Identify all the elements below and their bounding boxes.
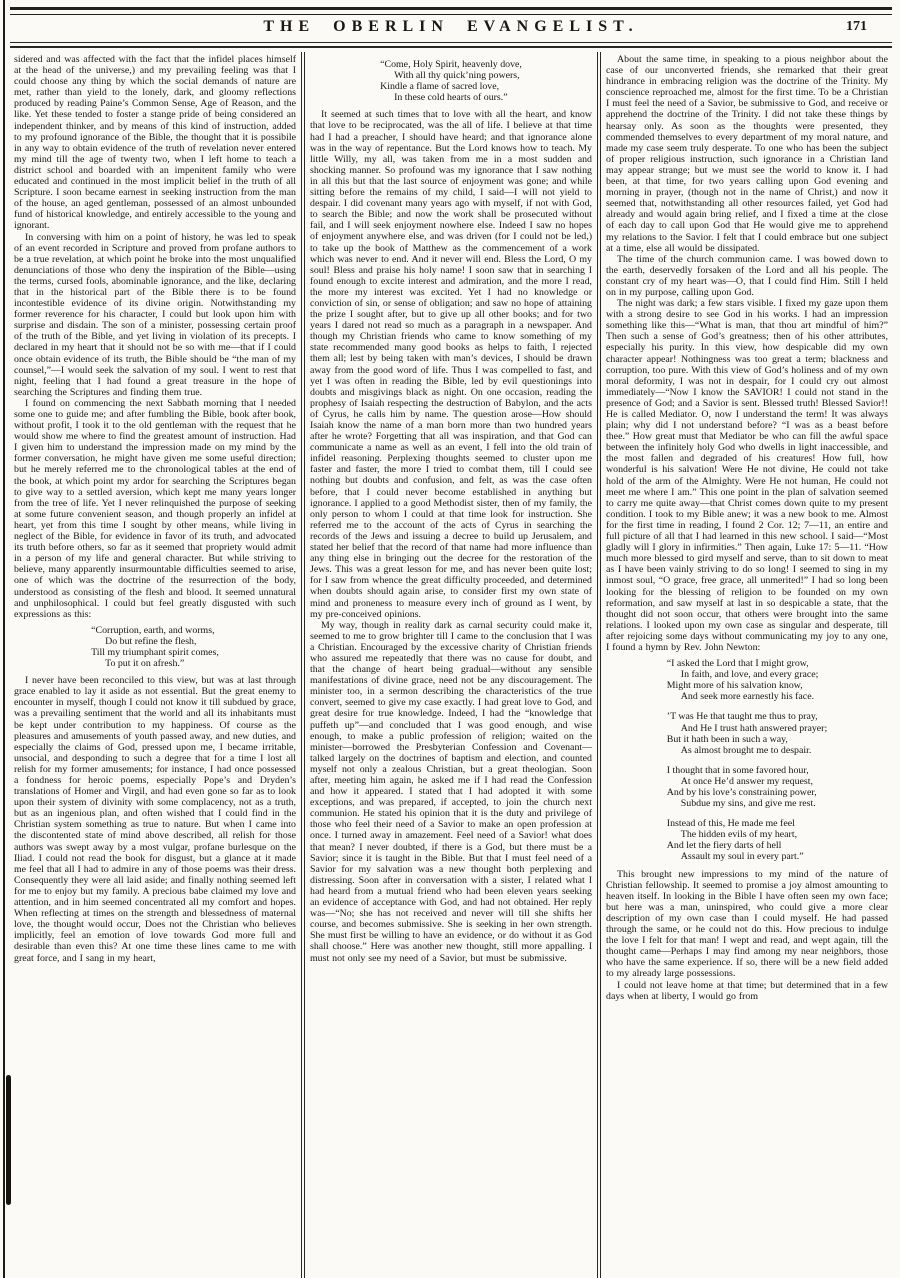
verse-line: In faith, and love, and every grace;: [680, 669, 819, 681]
paragraph: About the same time, in speaking to a pious neighbor about the case of our unconverted friends, she remarked that their great hindrance in embracing religion was the doctrine of the Trinity. My conscience reproached me, almost for the first time. To be a Christian I must feel the need of a Savior, be submissive to God, and receive or apprehend the doctrine of the Trinity. I did not take these things by hearsay only. As soon as the thoughts were presented, they commended themselves to every department of my moral nature, and made my case seem truly desperate. To one who has been the subject of proper religious instruction, such ignorance in a Christian land may appear strange; but we must see the world to know it. I had been, at that time, for two years calling upon God evening and morning in prayer, (though not in the name of Christ,) and now it seemed that, notwithstanding all other resources failed, yet God had already and would again bring relief, and I fixed a time at the close of each day to call upon God that He would give me to apprehend my relations to the Savior. I felt that I could embrace but one subject at a time, else all would be dissipated.: [606, 54, 888, 254]
verse-line: In these cold hearts of ours.”: [394, 92, 508, 104]
paragraph: I found on commencing the next Sabbath morning that I needed some one to guide me; and after fumbling the Bible, book after book, without profit, I took it to the old gentleman with the request that he would show me where to find the greatest amount of instruction. Had I given him to understand the impression made on my mind by the former conversation, he might have given me some useful direction; but he merely referred me to the chronological tables at the end of the book, at which point my ardor for searching the Scriptures began to give way to a settled aversion, which kept me many years longer from the tree of life. Yet I never relinquished the purpose of seeking at some future convenient season, and though properly an infidel at heart, yet from this time I sought by other means, while living in neglect of the Bible, for evidence in favor of its truth, and advocated its truth before others, so far as it seemed that propriety would admit in a person of my life and general character. But while striving to believe, many apparently insurmountable difficulties seemed to arise, one of which was the doctrine of the resurrection of the body, understood as consisting of the flesh and blood. It seemed unnatural and unphilosophical. I could but feel greatly disgusted with such expressions as this:: [14, 397, 296, 620]
verse-line: And seek more earnestly his face.: [680, 691, 815, 703]
column-3: [602, 52, 892, 1278]
verse-line: Instead of this, He made me feel: [666, 818, 795, 830]
verse-line: “Come, Holy Spirit, heavenly dove,: [380, 59, 522, 70]
paragraph: I could not leave home at that time; but determined that in a few days when at liberty, I would go from: [606, 979, 888, 1002]
verse-line: Subdue my sins, and give me rest.: [680, 798, 816, 810]
masthead: [10, 15, 892, 41]
verse-line: “I asked the Lord that I might grow,: [666, 658, 809, 670]
paragraph: The time of the church communion came. I was bowed down to the earth, deservedly forsaken of the Lord and all his people. The constant cry of my heart was—O, that I could find Him. Still I held on in my purpose, calling upon God.: [606, 253, 888, 298]
paragraph: In conversing with him on a point of history, he was led to speak of an event recorded in Scripture and proved from profane authors to be a true revelation, at which point he broke into the most unqualified denunciations of those who deny the inspiration of the Bible—using the terms, cursed fools, abominable ignorance, and the like, declaring that in the historical part of the Bible there is to be found incontestible evidence of its divine origin. Notwithstanding my former reverence for his character, I could but look upon him with surprise and disdain. The son of a minister, possessing certain proof of the truth of the Bible, and yet living in violation of its precepts. I declared in my heart that it should not be so with me—that if I could once obtain evidence of its truth, the Bible should be “the man of my counsel,”—I would seek the salvation of my soul. I went to rest that night, feeling that I had found a great treasure in the hope of searching the Scriptures and finding them true.: [14, 231, 296, 398]
masthead-rule: [10, 42, 892, 48]
page-title: THE OBERLIN EVANGELIST.: [263, 18, 639, 35]
top-rule: [10, 7, 892, 15]
verse-line: Kindle a flame of sacred love,: [380, 81, 500, 93]
paragraph: It seemed at such times that to love with all the heart, and know that love to be reciprocated, was the all of life. I believe at that time had I had a preacher, I should have heard; and that ignorance alone was in the way of repentance. But the Lord knows how to teach. My little Willy, my all, was taken from me in a most sudden and shocking manner. So profound was my ignorance that I saw nothing in all this but that the last source of enjoyment was gone; and while sitting before the remains of my child, I said—I will not yield to despair. I did covenant many years ago with myself, if not with God, to search the Bible; and now the work shall be prosecuted without fail, and I will seek enjoyment nowhere else. Indeed I saw no hopes of enjoyment anywhere else, and was driven (for I could not be led,) to take up the book of Matthew as the commencement of a work which was never to end. And it never will end. Bless the Lord, O my soul! Bless and praise his holy name! I soon saw that in searching I found enough to excite interest and admiration, and the more I read, the more my interest was excited. Yet I had no knowledge or conviction of sin, or sense of obligation; and saw no hope of attaining the prize I sought after, but to give up all other books; and for two years I dared not read so much as a paragraph in a newspaper. And though my Christian friends who came to know something of my state recommended many good books as helps to faith, I rejected them all; lest by being taken with man’s devices, I should be drawn away from the good word of life. Thus I was compelled to fast, and yet I was often in reading the Bible, led by evil questionings into doubts and misgivings black as night. On one occasion, reading the prophesy of Isaiah respecting the destruction of Babylon, and the acts of Cyrus, he calls him by name. The question arose—How should Isaiah know the name of a man born more than two hundred years after he wrote? Forgetting that all was inspiration, and that God can communicate a name as well as an event, I fell into the old train of infidel reasoning. Perplexing thoughts seemed to cluster upon me faster and faster, the more I tried to combat them, till I could see nothing but doubts and confusion, and felt, as was the case often before, that I could never become established in anything but ignorance. I applied to a good Methodist sister, then of my family, the only person to whom I could at that time look for instruction. She referred me to the account of the acts of Cyrus in searching the records of the Jews and issuing a decree to build up Jerusalem, and stated her belief that the record of that name had more influence than any thing else in bringing out the decree for the restoration of the Jews. This was a great lesson for me, and has never been quite lost; for I saw from whence the great difficulty proceeded, and determined when doubts should again arise, to consider first my own state of mind and proneness to measure every inch of ground as I went, by my pre-conceived opinions.: [310, 109, 592, 620]
paragraph: My way, though in reality dark as carnal security could make it, seemed to me to grow brighter till I came to the conclusion that I was a Christian. Encouraged by the excessive charity of Christian friends who assured me repeatedly that there was no cause for doubt, and that the change of heart being gradual—without any sensible manifestations of divine grace, need not be any discouragement. The minister too, in a sermon describing the characteristics of the true convert, seemed to give my case exactly. I had great love to God, and great desire for true knowledge. Indeed, I had the “knowledge that puffeth up”—and concluded that I was good enough, and wise enough, to make a public profession of religion; waited on the minister—borrowed the Presbyterian Confession and Covenant—talked largely on the doctrines of baptism and election, and counted myself not only a zealous Christian, but a great theologian. Soon after, meeting him again, he asked me if I had read the Confession and how it appeared. I stated that I had adopted it with some exceptions, and was prepared, if accepted, to join the church next communion. He stated his opinion that it is the duty and privilege of those who feel their need of a Savior to make an open profession at once. I turned away in amazement. Feel need of a Savior! what does that mean? I never doubted, if there is a God, but there must be a Savior; since it is taught in the Bible. But that I must feel need of a Savior for my salvation was a new thought both perplexing and distressing. Soon after in conversation with a sister, I related what I had heard from a mutual friend who had been eleven years seeking an evidence of acceptance with God, and had not obtained. Her reply was—“No; she has not received and never will till she shifts her course, and becomes submissive. She is seeking in her own strength. She must first be willing to have an evidence, or do without it as God shall choose.” Here was another new thought, still more appalling. I must not only see my need of a Savior, but must be submissive.: [310, 619, 592, 964]
verse-quote: [91, 625, 219, 669]
verse-quote: [380, 59, 522, 103]
column-2: [306, 52, 596, 1278]
verse-line: Do but refine the flesh,: [105, 635, 197, 647]
verse-line: At once He’d answer my request,: [680, 775, 813, 787]
paragraph: This brought new impressions to my mind of the nature of Christian fellowship. It seemed to promise a joy almost amounting to heaven itself. In looking in the Bible I have often seen my own face; but here was a man, uninspired, who could give a more clear description of my own case than I could myself. He had passed through the same, or he could not do this. How precious to indulge the love I felt for that man! I wept and read, and wept again, till the thought came—Perhaps I may find among my near neighbors, those who have the same experience. If so, there will be a new field added to my already large possessions.: [606, 868, 888, 980]
paragraph: The night was dark; a few stars visible. I fixed my gaze upon them with a strong desire to see God in his works. I had an impression something like this—“What is man, that thou art mindful of him?” Then such a sense of God’s greatness; then of his other attributes, especially his purity. In this view, how despicable did my own character appear! Nothingness was too great a term; blackness and corruption, too pure. With this view of God’s holiness and of my own moral deformity, I was not in despair, for I could cry out almost immediately—“Now I know the SAVIOR! I could not stand in the presence of God; and a Savior is sent. Blessed truth! Blessed Savior!! He is called Mediator. O, now I understand the term! It was always plain; why did I not understand before? “I was as a beast before thee.” How great must that Mediator be who can fill the awful space between the infinitely holy God who dwells in light inaccessible, and the most fallen and degraded of his creatures! How full, how wonderful is his salvation! Were He not divine, He could not take hold of the arm of the Almighty. Were He not human, He could not meet me where I am.” This one point in the plan of salvation seemed to carry me quite away—that Christ comes down quite to my present condition. I took to my Bible anew; it was a new book to me. Almost for the first time in reading, I found 2 Cor. 12; 7—11, an entire and full picture of all that I had learned in this new school. I said—“Most gladly will I glory in infirmities.” Then again, Luke 17: 5—11. “How much more blessed to gird myself and serve, than to sit down to meat as I have been vainly striving to do so long! I seemed to sing in my inmost soul, “O grace, free grace, all unmerited!” I had so long been looking for the blessing of religion to be founded on my own reformation, and saw myself at last in so despicable a state, that the thought did not soon occur, that others were brought into the same relations. I looked upon my own case as singular and desperate, till after rejoicing some days without communicating my joy to any one, I found a hymn by Rev. John Newton:: [606, 298, 888, 653]
column-divider-2: [597, 52, 601, 1278]
verse-stanza: [667, 765, 827, 809]
verse-line: I thought that in some favored hour,: [666, 764, 809, 776]
column-1: [10, 52, 300, 1278]
scan-ink-smudge: [6, 1075, 11, 1205]
page-number: 171: [846, 19, 867, 34]
verse-line: Might more of his salvation know,: [666, 680, 803, 692]
verse-stanza: [667, 658, 827, 702]
verse-quote: [667, 658, 827, 863]
column-divider-1: [301, 52, 305, 1278]
verse-line: As almost brought me to despair.: [680, 744, 812, 756]
verse-stanza: [667, 818, 827, 862]
verse-line: And by his love’s constraining power,: [666, 787, 817, 798]
verse-stanza: [667, 711, 827, 755]
paragraph: sidered and was affected with the fact that the infidel places himself at the head of the universe,) and my prevailing feeling was that I could choose any thing by which the social demands of nature are met, rather than yield to the lonely, dark, and gloomy reflections produced by reading Paine’s Common Sense, Age of Reason, and the like. Yet these tended to foster a stange pride of being considered an independent thinker, and by means of this kind of instruction, added to my profound ignorance of the Bible, the thought that it is possibile in any way to obtain evidence of the truth of revelation never entered my mind till the age of twenty two, when I left home to teach a district school and boarded with an impenitent family who were educated and continued in the most implicit belief in the truth of all Scripture. I soon became earnest in seeking instruction from the man of the house, an aged gentleman, possessed of an almost unbounded fund of historical knowledge, and entirely accessible to the young and ignorant.: [14, 54, 296, 232]
verse-stanza: [380, 59, 522, 103]
verse-stanza: [91, 625, 219, 669]
verse-line: And He I trust hath answered prayer;: [680, 722, 828, 734]
column-container: [10, 52, 892, 1278]
verse-line: To put it on afresh.”: [105, 658, 185, 670]
verse-line: The hidden evils of my heart,: [680, 829, 798, 841]
verse-line: Till my triumphant spirit comes,: [91, 646, 219, 658]
verse-line: With all thy quick’ning powers,: [394, 70, 520, 82]
verse-line: And let the fiery darts of hell: [666, 840, 782, 852]
verse-line: Assault my soul in every part.”: [680, 851, 804, 863]
verse-line: But it hath been in such a way,: [666, 733, 788, 745]
verse-line: “Corruption, earth, and worms,: [91, 624, 215, 636]
paragraph: I never have been reconciled to this view, but was at last through grace enabled to lay it aside as not essential. But the great enemy to encounter in myself, though I could not know it till subdued by grace, was a prevailing sentiment that the world and all its inhabitants must be kept under contribution to my happiness. Of course as the pleasures and amusements of youth passed away, and new duties, and especially the claims of God, pressed upon me, I became irritable, unsocial, and desponding to such a degree that for a time I lost all relish for my former amusements; for instance, I had once possessed a fondness for heroic poems, especially Pope’s and Dryden’s translations of Homer and Virgil, and had even gone so far as to look upon their system of divinity with some complacency, not as a truth, but as an ingenious plan, and often wished that I could find in the Christian system something as true to nature. But when I came into the discontented state of mind above described, all relish for those authors was swept away by a most vulgar, profane burlesque on the Iliad. I could not read the book for disgust, but a glance at it made me feel that all I had to admire in any of those poems was their dress. Consequently they were all laid aside; and finally nothing seemed left for me to enjoy but my family. A precious babe claimed my love and attention, and in him seemed concentrated all my comfort and hopes. When reflecting at times on the strength and blessedness of maternal love, the thought would occur, Does not the Christian who believes implicitly, feel an emotion of love towards God more full and desirable than even this? At one time these lines came to me with great force, and I sang in my heart,: [14, 675, 296, 964]
verse-line: ’T was He that taught me thus to pray,: [666, 711, 818, 723]
